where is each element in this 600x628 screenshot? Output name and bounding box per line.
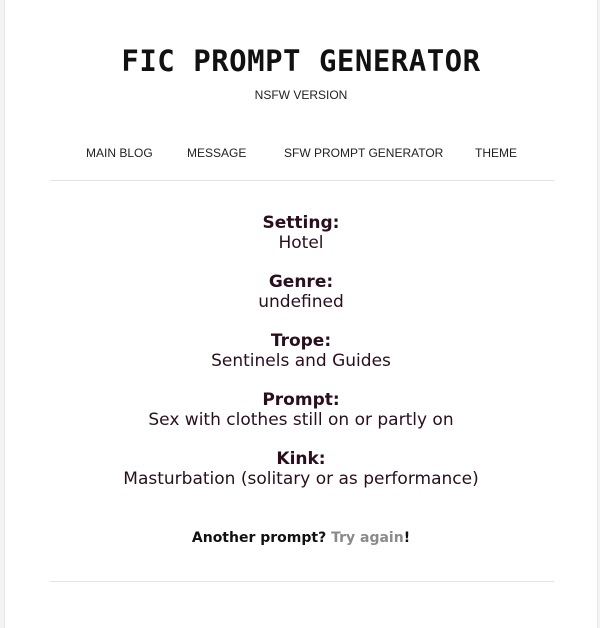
- setting-field: [5, 213, 597, 253]
- top-nav: [5, 146, 597, 162]
- prompt-result: [5, 213, 597, 508]
- trope-value: Sentinels and Guides: [211, 351, 391, 371]
- another-prompt-question: Another prompt?: [191, 530, 327, 546]
- nav-theme[interactable]: THEME: [475, 146, 517, 160]
- kink-field: [5, 449, 597, 489]
- nav-message[interactable]: MESSAGE: [187, 146, 247, 160]
- genre-field: [5, 272, 597, 312]
- setting-label: Setting:: [262, 213, 340, 233]
- prompt-field: [5, 390, 597, 430]
- prompt-label: Prompt:: [262, 390, 340, 410]
- page-container: [4, 0, 598, 628]
- trope-label: Trope:: [270, 331, 332, 351]
- exclamation: !: [403, 530, 411, 546]
- divider-top: [50, 180, 554, 181]
- page-title: FIC PROMPT GENERATOR: [121, 44, 481, 78]
- another-prompt-line: [5, 530, 597, 546]
- setting-value: Hotel: [278, 233, 324, 253]
- kink-value: Masturbation (solitary or as performance): [123, 469, 479, 489]
- genre-value: undefined: [258, 292, 344, 312]
- prompt-value: Sex with clothes still on or partly on: [148, 410, 454, 430]
- divider-bottom: [50, 581, 554, 582]
- trope-field: [5, 331, 597, 371]
- kink-label: Kink:: [276, 449, 326, 469]
- page-subtitle: NSFW VERSION: [254, 88, 348, 102]
- nav-sfw-prompt-generator[interactable]: SFW PROMPT GENERATOR: [284, 146, 444, 160]
- try-again-link[interactable]: Try again: [331, 530, 404, 546]
- nav-main-blog[interactable]: MAIN BLOG: [86, 146, 153, 160]
- genre-label: Genre:: [268, 272, 334, 292]
